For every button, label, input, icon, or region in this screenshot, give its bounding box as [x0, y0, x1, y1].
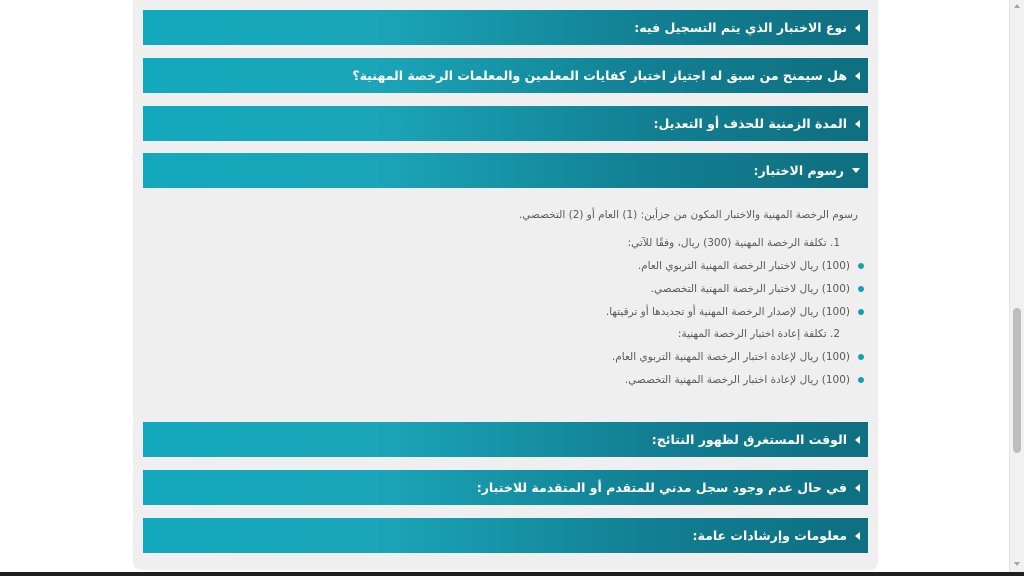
caret-left-icon [855, 436, 860, 444]
caret-down-icon [852, 168, 860, 173]
bullet-icon [858, 286, 864, 292]
caret-left-icon [855, 120, 860, 128]
vertical-scrollbar[interactable] [1009, 0, 1024, 576]
bullet-icon [858, 263, 864, 269]
caret-left-icon [855, 484, 860, 492]
accordion-title: في حال عدم وجود سجل مدني للمتقدم أو المتقدمة للاختبار: [476, 480, 847, 495]
accordion-header-edit-period[interactable] [143, 106, 868, 141]
accordion-header-general-info[interactable] [143, 518, 868, 553]
list-item: (100) ريال لاختبار الرخصة المهنية التخصصي. [651, 283, 864, 295]
accordion-header-test-fees[interactable] [143, 153, 868, 188]
caret-left-icon [855, 24, 860, 32]
bullet-icon [858, 354, 864, 360]
accordion-title: رسوم الاختبار: [753, 163, 844, 178]
accordion-title: نوع الاختبار الذي يتم التسجيل فيه: [634, 20, 847, 35]
scrollbar-thumb[interactable] [1013, 308, 1021, 453]
scroll-up-icon[interactable] [1014, 4, 1020, 8]
accordion-title: هل سيمنح من سبق له اجتياز اختبار كفايات المعلمين والمعلمات الرخصة المهنية؟ [352, 68, 847, 83]
list-item: (100) ريال لاختبار الرخصة المهنية التربوي العام. [638, 260, 864, 272]
caret-left-icon [855, 72, 860, 80]
accordion-title: الوقت المستغرق لظهور النتائج: [651, 432, 847, 447]
window-bottom-edge [0, 572, 1024, 576]
accordion-header-previous-pass[interactable] [143, 58, 868, 93]
list-item: (100) ريال لإعادة اختبار الرخصة المهنية التخصصي. [625, 374, 864, 386]
accordion-title: المدة الزمنية للحذف أو التعديل: [653, 116, 847, 131]
test-fees-content [143, 196, 868, 411]
bullet-icon [858, 377, 864, 383]
caret-left-icon [855, 532, 860, 540]
scroll-down-icon[interactable] [1014, 562, 1020, 566]
fees-section-1: 1. تكلفة الرخصة المهنية (300) ريال، وفقًا للآتي: [627, 237, 840, 249]
accordion-header-no-civil-record[interactable] [143, 470, 868, 505]
fees-section-2: 2. تكلفة إعادة اختبار الرخصة المهنية: [677, 328, 840, 340]
bullet-icon [858, 309, 864, 315]
list-item: (100) ريال لإصدار الرخصة المهنية أو تجديدها أو ترقيتها. [606, 306, 864, 318]
list-item: (100) ريال لإعادة اختبار الرخصة المهنية التربوي العام. [612, 351, 864, 363]
accordion-header-test-type[interactable] [143, 10, 868, 45]
accordion-title: معلومات وإرشادات عامة: [692, 528, 847, 543]
accordion-header-results-time[interactable] [143, 422, 868, 457]
fees-intro: رسوم الرخصة المهنية والاختبار المكون من جزأين: (1) العام أو (2) التخصصي. [518, 209, 858, 221]
